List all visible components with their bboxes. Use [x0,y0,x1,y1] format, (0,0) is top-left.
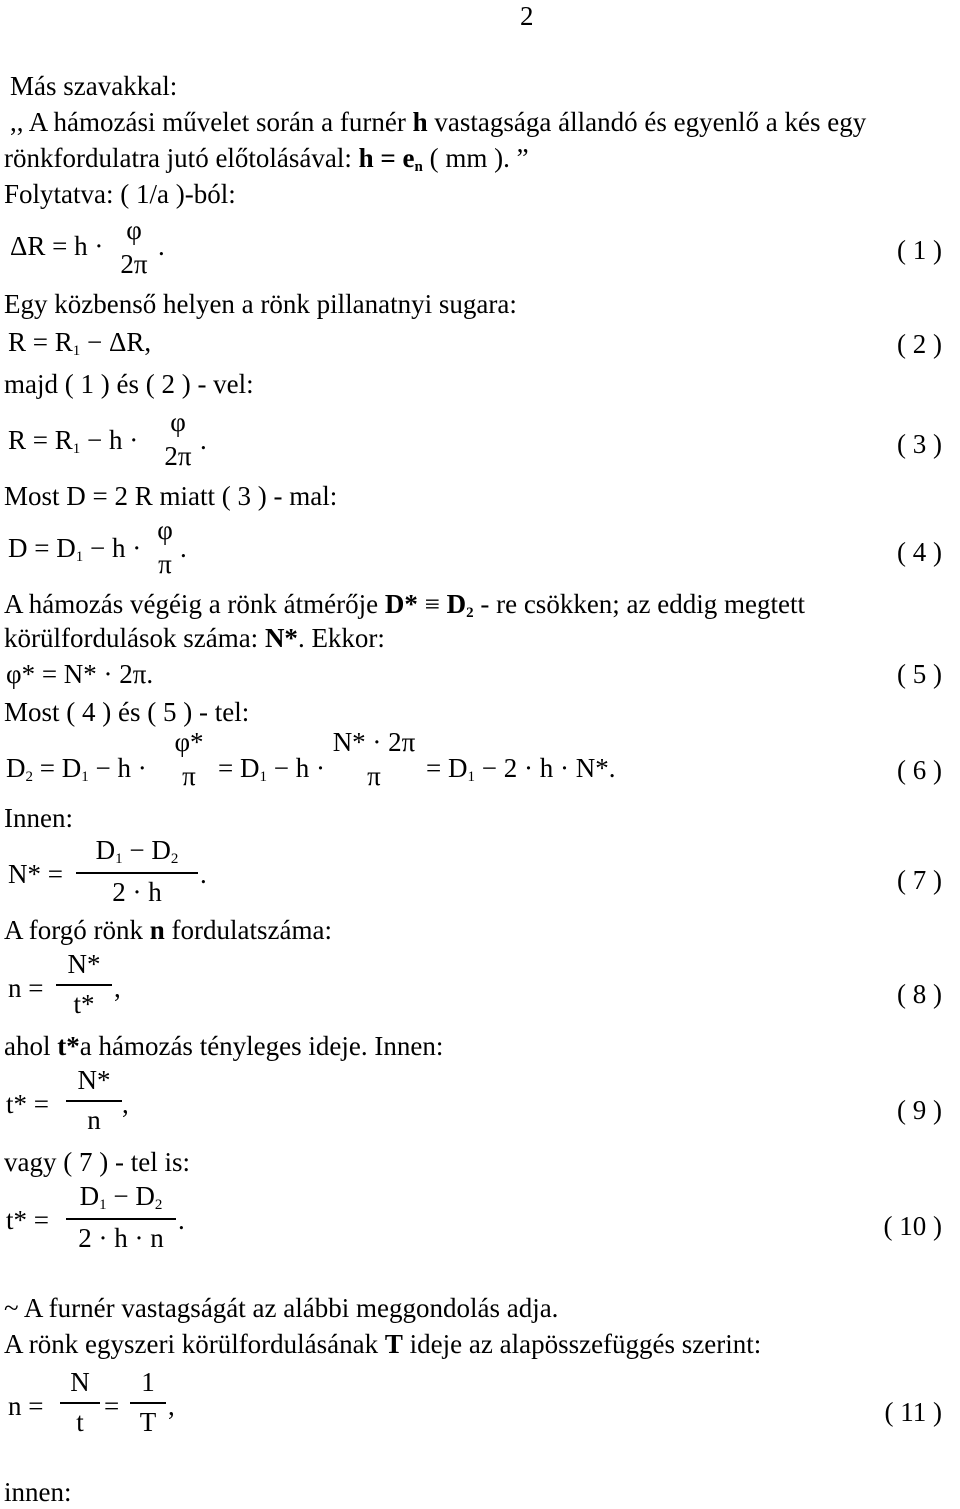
eq11-numerator-2: 1 [141,1367,155,1397]
eq3-label: ( 3 ) [897,429,942,459]
eq8-lhs: n = [8,973,44,1003]
eq7-label: ( 7 ) [897,865,942,895]
paragraph-end-diameter: A hámozás végéig a rönk átmérője $D* \equiv D_2$ - re csökken; az eddig megtett [4,589,805,621]
eq6-part-3: = $D_1 - 2 \cdot h \cdot N*$. [426,753,616,785]
eq8-label: ( 8 ) [897,979,942,1009]
eq8-tail: , [114,973,121,1003]
eq3-denominator: 2π [164,440,192,471]
eq11-numerator-1: N [70,1367,90,1397]
eq9-numerator: N* [77,1065,111,1095]
eq11-denominator-2: T [139,1406,157,1437]
eq2-label: ( 2 ) [897,329,942,359]
eq3-numerator: φ [170,407,186,437]
eq5-label: ( 5 ) [897,659,942,689]
eq6-label: ( 6 ) [897,755,942,785]
eq6-numerator-1: φ* [174,727,204,757]
paragraph-most: Most D = 2 R miatt ( 3 ) - mal: [4,481,338,511]
eq1-fraction [112,216,156,279]
eq8-fraction [56,950,112,1019]
paragraph-radius: Egy közbenső helyen a rönk pillanatnyi sugara: [4,289,517,319]
paragraph-quote-line-1 [10,108,866,138]
eq11-label: ( 11 ) [884,1397,942,1427]
eq9-fraction [66,1066,122,1135]
eq1-denominator: 2π [120,248,148,279]
eq11-tail: , [168,1391,175,1421]
eq6-denominator-1: π [182,760,196,791]
eq9-label: ( 9 ) [897,1095,942,1125]
eq4-lhs: $D = D_1 - h$ · [8,533,142,565]
paragraph-most-2: Most ( 4 ) és ( 5 ) - tel: [4,697,250,727]
eq5-expression: φ* = N* · 2π. [6,659,154,689]
eq8-denominator: t* [73,988,95,1019]
paragraph-quote-line-2 [4,144,529,176]
paragraph-from-here-2: innen: [4,1477,72,1507]
paragraph-intro: Más szavakkal: [10,71,178,101]
eq9-lhs: t* = [6,1089,49,1119]
eq6-numerator-2: N* · 2π [332,727,416,757]
eq1-label: ( 1 ) [897,235,942,265]
eq1-numerator: φ [126,215,142,245]
eq4-numerator: φ [157,515,173,545]
paragraph-revolutions: körülfordulások száma: N*. Ekkor: [4,623,385,653]
eq7-lhs: N* = [8,859,63,889]
eq10-numerator: $D_1 - D_2$ [79,1181,163,1213]
eq7-fraction [76,836,198,907]
eq2-expression: $R = R_1 - \Delta R$, [8,327,152,359]
eq9-tail: , [122,1089,129,1119]
eq7-numerator: $D_1 - D_2$ [95,835,179,867]
eq1-lhs: ΔR = h · [10,231,104,261]
quote-text: ,, A hámozási művelet során a furnér [10,107,413,137]
eq8-numerator: N* [67,949,101,979]
eq11-fraction-2 [130,1368,166,1437]
eq3-lhs: $R = R_1 - h$ · [8,425,139,457]
eq10-label: ( 10 ) [883,1211,942,1241]
eq10-lhs: t* = [6,1205,49,1235]
eq9-denominator: n [87,1104,101,1135]
eq11-denominator-1: t [76,1406,84,1437]
quote-bold-formula: $h = e_n$ [358,143,423,175]
paragraph-continue: Folytatva: ( 1/a )-ból: [4,179,236,209]
eq6-denominator-2: π [367,760,381,791]
paragraph-period: A rönk egyszeri körülfordulásának T ideje az alapösszefüggés szerint: [4,1329,762,1359]
eq6-fraction-1 [164,728,214,791]
eq4-fraction [150,516,180,579]
eq10-tail: . [178,1205,185,1235]
eq10-fraction [66,1182,176,1253]
paragraph-speed: A forgó rönk n fordulatszáma: [4,915,332,945]
eq4-label: ( 4 ) [897,537,942,567]
eq11-equals: = [104,1391,120,1421]
eq11-lhs: n = [8,1391,44,1421]
eq6-part-1: $D_2 = D_1 - h$ · [6,753,147,785]
paragraph-then: majd ( 1 ) és ( 2 ) - vel: [4,369,254,399]
eq3-fraction [156,408,200,471]
eq1-tail: . [158,231,165,261]
eq11-fraction-1 [60,1368,100,1437]
eq7-denominator: 2 · h [112,876,162,907]
eq6-part-2: = $D_1 - h$ · [218,753,325,785]
quote-text: ( mm ). ” [422,143,529,173]
paragraph-thickness: ~ A furnér vastagságát az alábbi meggondolás adja. [4,1293,559,1323]
eq3-tail: . [200,425,207,455]
eq4-tail: . [180,533,187,563]
paragraph-or: vagy ( 7 ) - tel is: [4,1147,190,1177]
eq10-denominator: 2 · h · n [78,1222,164,1253]
quote-bold-h: h [412,107,428,137]
paragraph-where: ahol t*a hámozás tényleges ideje. Innen: [4,1031,444,1061]
eq7-tail: . [200,859,207,889]
quote-text: rönkfordulatra jutó előtolásával: [4,143,359,173]
eq6-fraction-2 [326,728,422,791]
eq4-denominator: π [158,548,172,579]
paragraph-from-here: Innen: [4,803,73,833]
page-number: 2 [520,1,534,31]
quote-text: vastagsága állandó és egyenlő a kés egy [427,107,867,137]
